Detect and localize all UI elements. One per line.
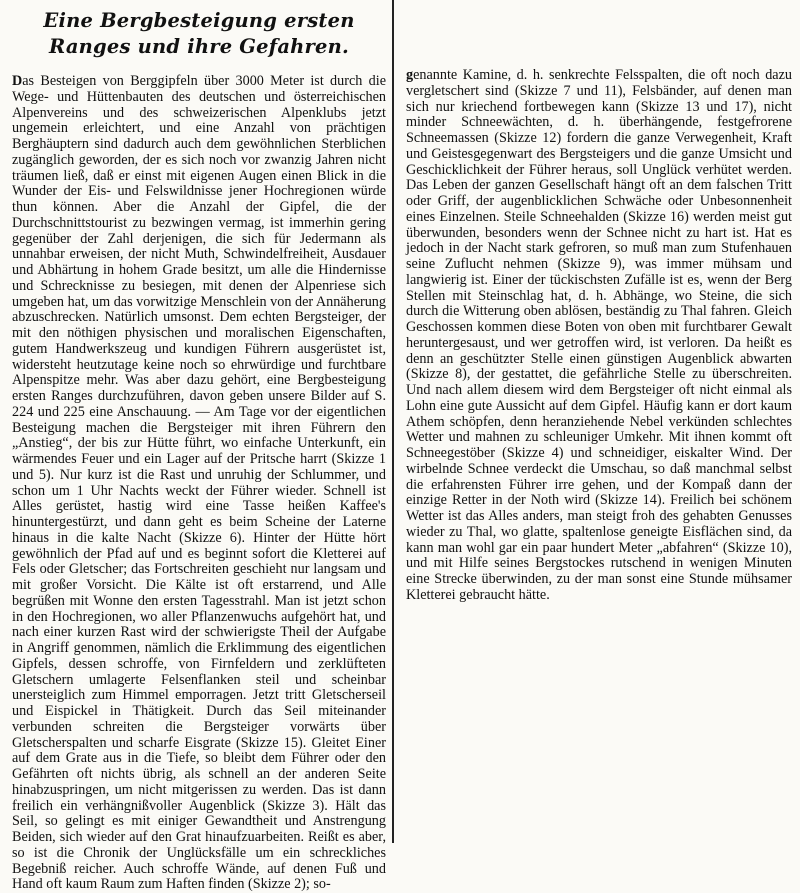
column-divider [392, 0, 394, 843]
left-column [0, 0, 392, 893]
right-column [396, 0, 800, 843]
article-title: Eine Bergbesteigung ersten Ranges und ihre Gefahren. [43, 9, 355, 58]
article-body-right: genannte Kamine, d. h. senkrechte Felsspalten, die oft noch dazu vergletschert sind (Skizze 7 und 11), Felsbänder, auf denen man sich nur kriechend fortbewegen kann (Skizze 13 und 17), nicht minder Schneewächten, d. h. überhängende, festgefrorene Schneemassen (Skizze 12) fordern die ganze Verwegenheit, Kraft und Geistesgegenwart des Bergsteigers und die ganze Umsicht und Geschicklichkeit der Führer heraus, soll Unglück verhütet werden. Das Leben der ganzen Gesellschaft hängt oft an dem falschen Tritt oder Griff, der augenblicklichen Schwäche oder Unbesonnenheit eines Einzelnen. Steile Schneehalden (Skizze 16) werden meist gut überwunden, besonders wenn der Schnee nicht zu hart ist. Hat es jedoch in der Nacht stark gefroren, so muß man zum Stufenhauen seine Zuflucht nehmen (Skizze 9), was immer mühsam und langwierig ist. Einer der tückischsten Zufälle ist es, wenn der Berg Stellen mit Steinschlag hat, d. h. Abhänge, wo Steine, die sich durch die Witterung oben ablösen, beständig zu Thal fahren. Gleich Geschossen kommen diese Boten von oben mit furchtbarer Gewalt heruntergesaust, und wer getroffen wird, ist verloren. Da heißt es denn an geschützter Stelle einen günstigen Augenblick abwarten (Skizze 8), der gestattet, die gefährliche Stelle zu überschreiten. Und nach allem diesem wird dem Bergsteiger oft nicht einmal als Lohn eine gute Aussicht auf dem Gipfel. Häufig kann er dort kaum Athem schöpfen, denn heranziehende Nebel verkünden schlechtes Wetter und mahnen zu schleuniger Umkehr. Mit ihnen kommt oft Schneegestöber (Skizze 4) und schneidiger, eiskalter Wind. Der wirbelnde Schnee verdeckt die Umschau, so daß manchmal selbst die erfahrensten Führer irre gehen, und der Kompaß dann der einzige Retter in der Noth wird (Skizze 14). Freilich bei schönem Wetter ist das Alles anders, man steigt froh des gehabten Genusses wieder zu Thal, wo glatte, spaltenlose geneigte Eisflächen sind, da kann man wohl gar ein paar hundert Meter „abfahren“ (Skizze 10), und mit Hilfe seines Bergstockes rutschend in wenigen Minuten eine Strecke überwinden, zu der man sonst eine Stunde mühsamer Kletterei gebraucht hätte. [406, 67, 792, 603]
article-body-left: Das Besteigen von Berggipfeln über 3000 Meter ist durch die Wege- und Hüttenbauten des deutschen und österreichischen Alpenvereins und des schweizerischen Alpenklubs jetzt ungemein erleichtert, und eine Anzahl von prächtigen Berghäuptern sind dadurch auch dem gewöhnlichen Sterblichen zugänglich geworden, der es sich noch vor zwanzig Jahren nicht träumen ließ, daß er einst mit eigenen Augen einen Blick in die Wunder der Eis- und Felswildnisse jener Hochregionen würde thun können. Aber die Anzahl der Gipfel, die der Durchschnittstourist zu bezwingen vermag, ist immerhin gering gegenüber der Zahl derjenigen, die sich für Jedermann als unnahbar erweisen, der nicht Muth, Schwindelfreiheit, Ausdauer und Abhärtung in hohem Grade besitzt, um alle die Hindernisse und Schrecknisse zu besiegen, mit denen der Alpenriese sich umgeben hat, um das vorwitzige Menschlein von der Annäherung abzuschrecken. Natürlich umsonst. Dem echten Bergsteiger, der mit den nöthigen physischen und moralischen Eigenschaften, gutem Handwerkszeug und kundigen Führern ausgerüstet ist, widersteht heutzutage keine noch so ehrwürdige und furchtbare Alpenspitze mehr. Was aber dazu gehört, eine Bergbesteigung ersten Ranges durchzuführen, davon geben unsere Bilder auf S. 224 und 225 eine Anschauung. — Am Tage vor der eigentlichen Besteigung machen die Bergsteiger mit ihren Führern den „Anstieg“, der bis zur Hütte führt, wo einfache Unterkunft, ein wärmendes Feuer und ein Lager auf der Pritsche harrt (Skizze 1 und 5). Nur kurz ist die Rast und unruhig der Schlummer, und schon um 1 Uhr Nachts weckt der Führer wieder. Schnell ist Alles gerüstet, hastig wird eine Tasse heißen Kaffee's hinuntergestürzt, und dann geht es beim Scheine der Laterne hinaus in die kalte Nacht (Skizze 6). Hinter der Hütte hört gewöhnlich der Pfad auf und es beginnt sofort die Kletterei auf Fels oder Gletscher; das Fortschreiten geschieht nur langsam und mit großer Vorsicht. Die Kälte ist oft erstarrend, und Alle begrüßen mit Wonne den ersten Tagesstrahl. Man ist jetzt schon in den Hochregionen, wo aller Pflanzenwuchs aufgehört hat, und nach einer kurzen Rast wird der schwierigste Theil der Aufgabe in Angriff genommen, nämlich die Erklimmung des eigentlichen Gipfels, dessen schroffe, von Firnfeldern und zerklüfteten Gletschern umlagerte Felsenflanken steil und scheinbar unersteiglich zum Himmel emporragen. Jetzt tritt Gletscherseil und Eispickel in Thätigkeit. Durch das Seil miteinander verbunden schreiten die Bergsteiger vorwärts über Gletscherspalten und scharfe Eisgrate (Skizze 15). Gleitet Einer auf dem Grate aus in die Tiefe, so bleibt dem Führer oder den Gefährten oft nichts übrig, als schnell an der anderen Seite hinabzuspringen, um nicht mitgerissen zu werden. Das ist dann freilich ein verhängnißvoller Augenblick (Skizze 3). Hält das Seil, so gelingt es mit einiger Gewandtheit und Anstrengung Beiden, sich wieder auf den Grat hinaufzuarbeiten. Reißt es aber, so ist die Chronik der Unglücksfälle um ein schreckliches Begebniß reicher. Auch schroffe Wände, auf denen Fuß und Hand oft kaum Raum zum Haften finden (Skizze 2); so- [12, 73, 386, 893]
